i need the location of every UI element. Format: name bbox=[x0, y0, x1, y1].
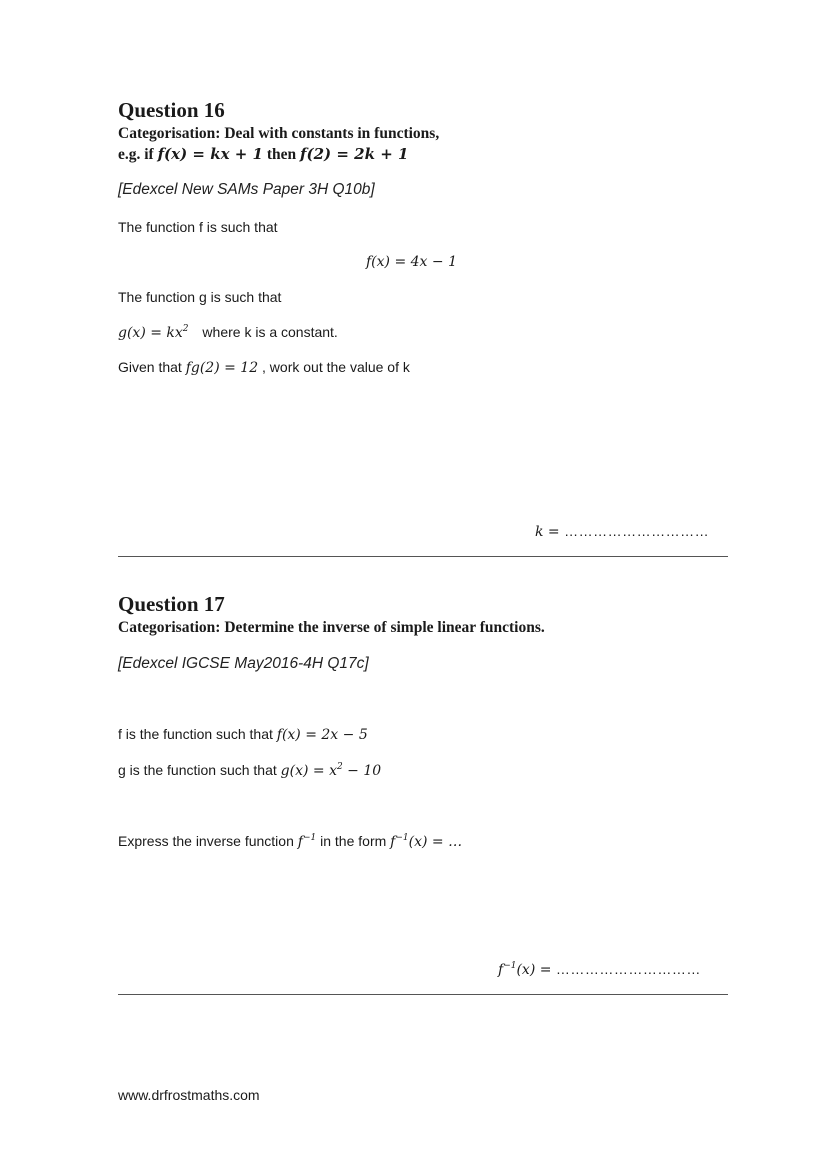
given-expression: fg(2) = 12 bbox=[185, 360, 259, 376]
footer-url[interactable]: www.drfrostmaths.com bbox=[118, 1087, 260, 1103]
example-prefix: e.g. if bbox=[118, 146, 158, 163]
question-16-categorisation: Categorisation: Deal with constants in functions, bbox=[118, 125, 440, 142]
f-intro-text: The function f is such that bbox=[118, 219, 278, 235]
answer-label: $f^{-1}(x)$ = bbox=[498, 961, 556, 978]
answer-dots: ………………………… bbox=[555, 961, 701, 977]
express-expression-1: $f^{-1}$ bbox=[297, 833, 317, 850]
g-line-prefix: g is the function such that bbox=[118, 762, 281, 778]
example-middle: then bbox=[263, 146, 301, 163]
f-definition: f(x) = 4x − 1 bbox=[366, 254, 457, 270]
express-middle: in the form bbox=[316, 833, 391, 849]
g-note: where k is a constant. bbox=[202, 324, 338, 340]
question-17-title: Question 17 bbox=[118, 592, 225, 616]
example-expression-1: f(x) = kx + 1 bbox=[157, 145, 263, 163]
g-definition: $g(x) = kx^2$ bbox=[118, 324, 189, 341]
given-suffix: , work out the value of k bbox=[258, 359, 410, 375]
express-line bbox=[118, 833, 462, 850]
question-17-categorisation: Categorisation: Determine the inverse of simple linear functions. bbox=[118, 619, 545, 636]
question-16-example bbox=[118, 145, 408, 164]
f-line-prefix: f is the function such that bbox=[118, 726, 277, 742]
f-function-line bbox=[118, 726, 368, 743]
express-prefix: Express the inverse function bbox=[118, 833, 298, 849]
express-expression-2: $f^{-1}(x)$ = … bbox=[390, 833, 463, 850]
question-17-source: [Edexcel IGCSE May2016-4H Q17c] bbox=[118, 655, 369, 672]
question-17-answer-line[interactable] bbox=[498, 961, 701, 978]
given-line bbox=[118, 359, 410, 376]
answer-dots: ………………………… bbox=[564, 523, 710, 539]
question-16-answer-line[interactable] bbox=[535, 523, 709, 540]
example-expression-2: f(2) = 2k + 1 bbox=[300, 145, 409, 163]
g-function-line bbox=[118, 762, 381, 779]
g-intro-text: The function g is such that bbox=[118, 289, 282, 305]
section-divider bbox=[118, 994, 728, 995]
f-line-expression: f(x) = 2x − 5 bbox=[276, 727, 368, 743]
question-16-source: [Edexcel New SAMs Paper 3H Q10b] bbox=[118, 181, 375, 198]
g-line-expression: $g(x) = x^2 - 10$ bbox=[280, 762, 382, 779]
answer-label: k = bbox=[535, 524, 565, 540]
g-definition-line bbox=[118, 324, 338, 341]
question-16-title: Question 16 bbox=[118, 98, 225, 122]
given-prefix: Given that bbox=[118, 359, 186, 375]
section-divider bbox=[118, 556, 728, 557]
